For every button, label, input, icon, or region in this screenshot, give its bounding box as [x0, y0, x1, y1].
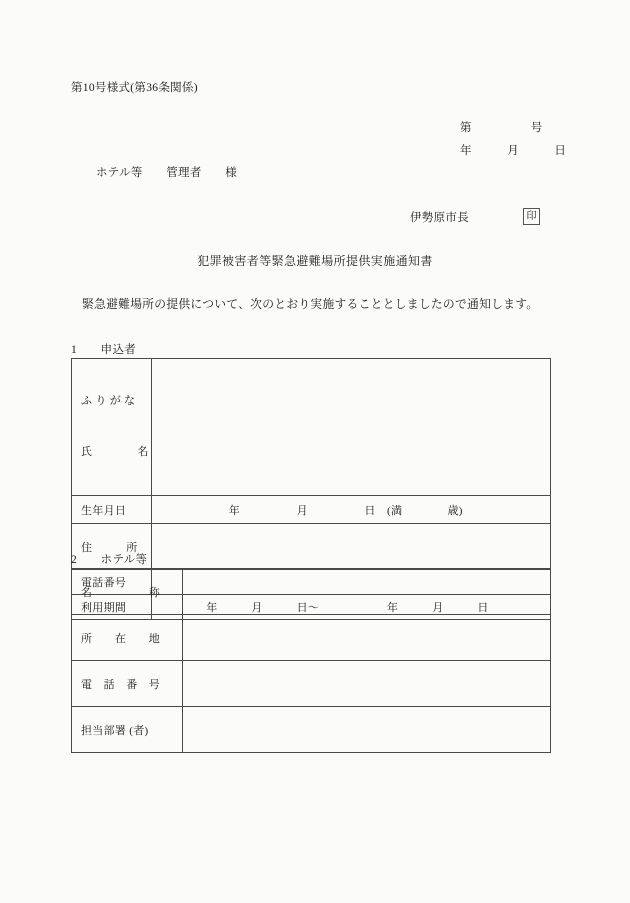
label-fullname: 氏 名 [81, 446, 149, 459]
form-number: 第10号様式(第36条関係) [71, 82, 198, 94]
row-label-phone: 電話番号 [72, 570, 152, 595]
issuer-name: 伊勢原市長 [410, 212, 469, 224]
document-date-line: 年 月 日 [460, 145, 567, 157]
row-label-hotel-name: 名 称 [72, 569, 183, 615]
row-label-period: 利用期間 [72, 595, 152, 620]
row-label-birthdate: 生年月日 [72, 496, 152, 524]
row-label-address: 住 所 [72, 524, 152, 570]
section-heading-hotel: 2 ホテル等 [71, 554, 148, 566]
field-period-value[interactable]: 年 月 日〜 年 月 日 [152, 595, 551, 620]
document-title: 犯罪被害者等緊急避難場所提供実施通知書 [197, 254, 433, 268]
table-row [72, 707, 551, 753]
field-hotel-department-value[interactable] [183, 707, 551, 753]
row-label-hotel-address: 所 在 地 [72, 615, 183, 661]
field-name-value[interactable] [152, 359, 551, 496]
table-row [72, 615, 551, 661]
field-hotel-phone-value[interactable] [183, 661, 551, 707]
label-furigana: ふ り が な [81, 395, 136, 408]
addressee-line: ホテル等 管理者 様 [96, 167, 238, 179]
section-heading-applicant: 1 申込者 [71, 344, 137, 356]
table-row [72, 661, 551, 707]
hotel-table [71, 568, 551, 753]
table-row [72, 569, 551, 615]
field-birthdate-value[interactable]: 年 月 日 (満 歳) [152, 496, 551, 524]
document-number-line: 第 号 [460, 122, 543, 134]
row-label-hotel-department: 担当部署 (者) [72, 707, 183, 753]
row-label-name [72, 359, 152, 496]
seal-stamp-icon: 印 [523, 208, 540, 225]
table-row [72, 496, 551, 524]
field-hotel-address-value[interactable] [183, 615, 551, 661]
body-paragraph: 緊急避難場所の提供について、次のとおり実施することとしましたので通知します。 [82, 297, 539, 311]
row-label-hotel-phone: 電 話 番 号 [72, 661, 183, 707]
table-row [72, 359, 551, 496]
field-hotel-name-value[interactable] [183, 569, 551, 615]
field-address-value[interactable] [152, 524, 551, 570]
